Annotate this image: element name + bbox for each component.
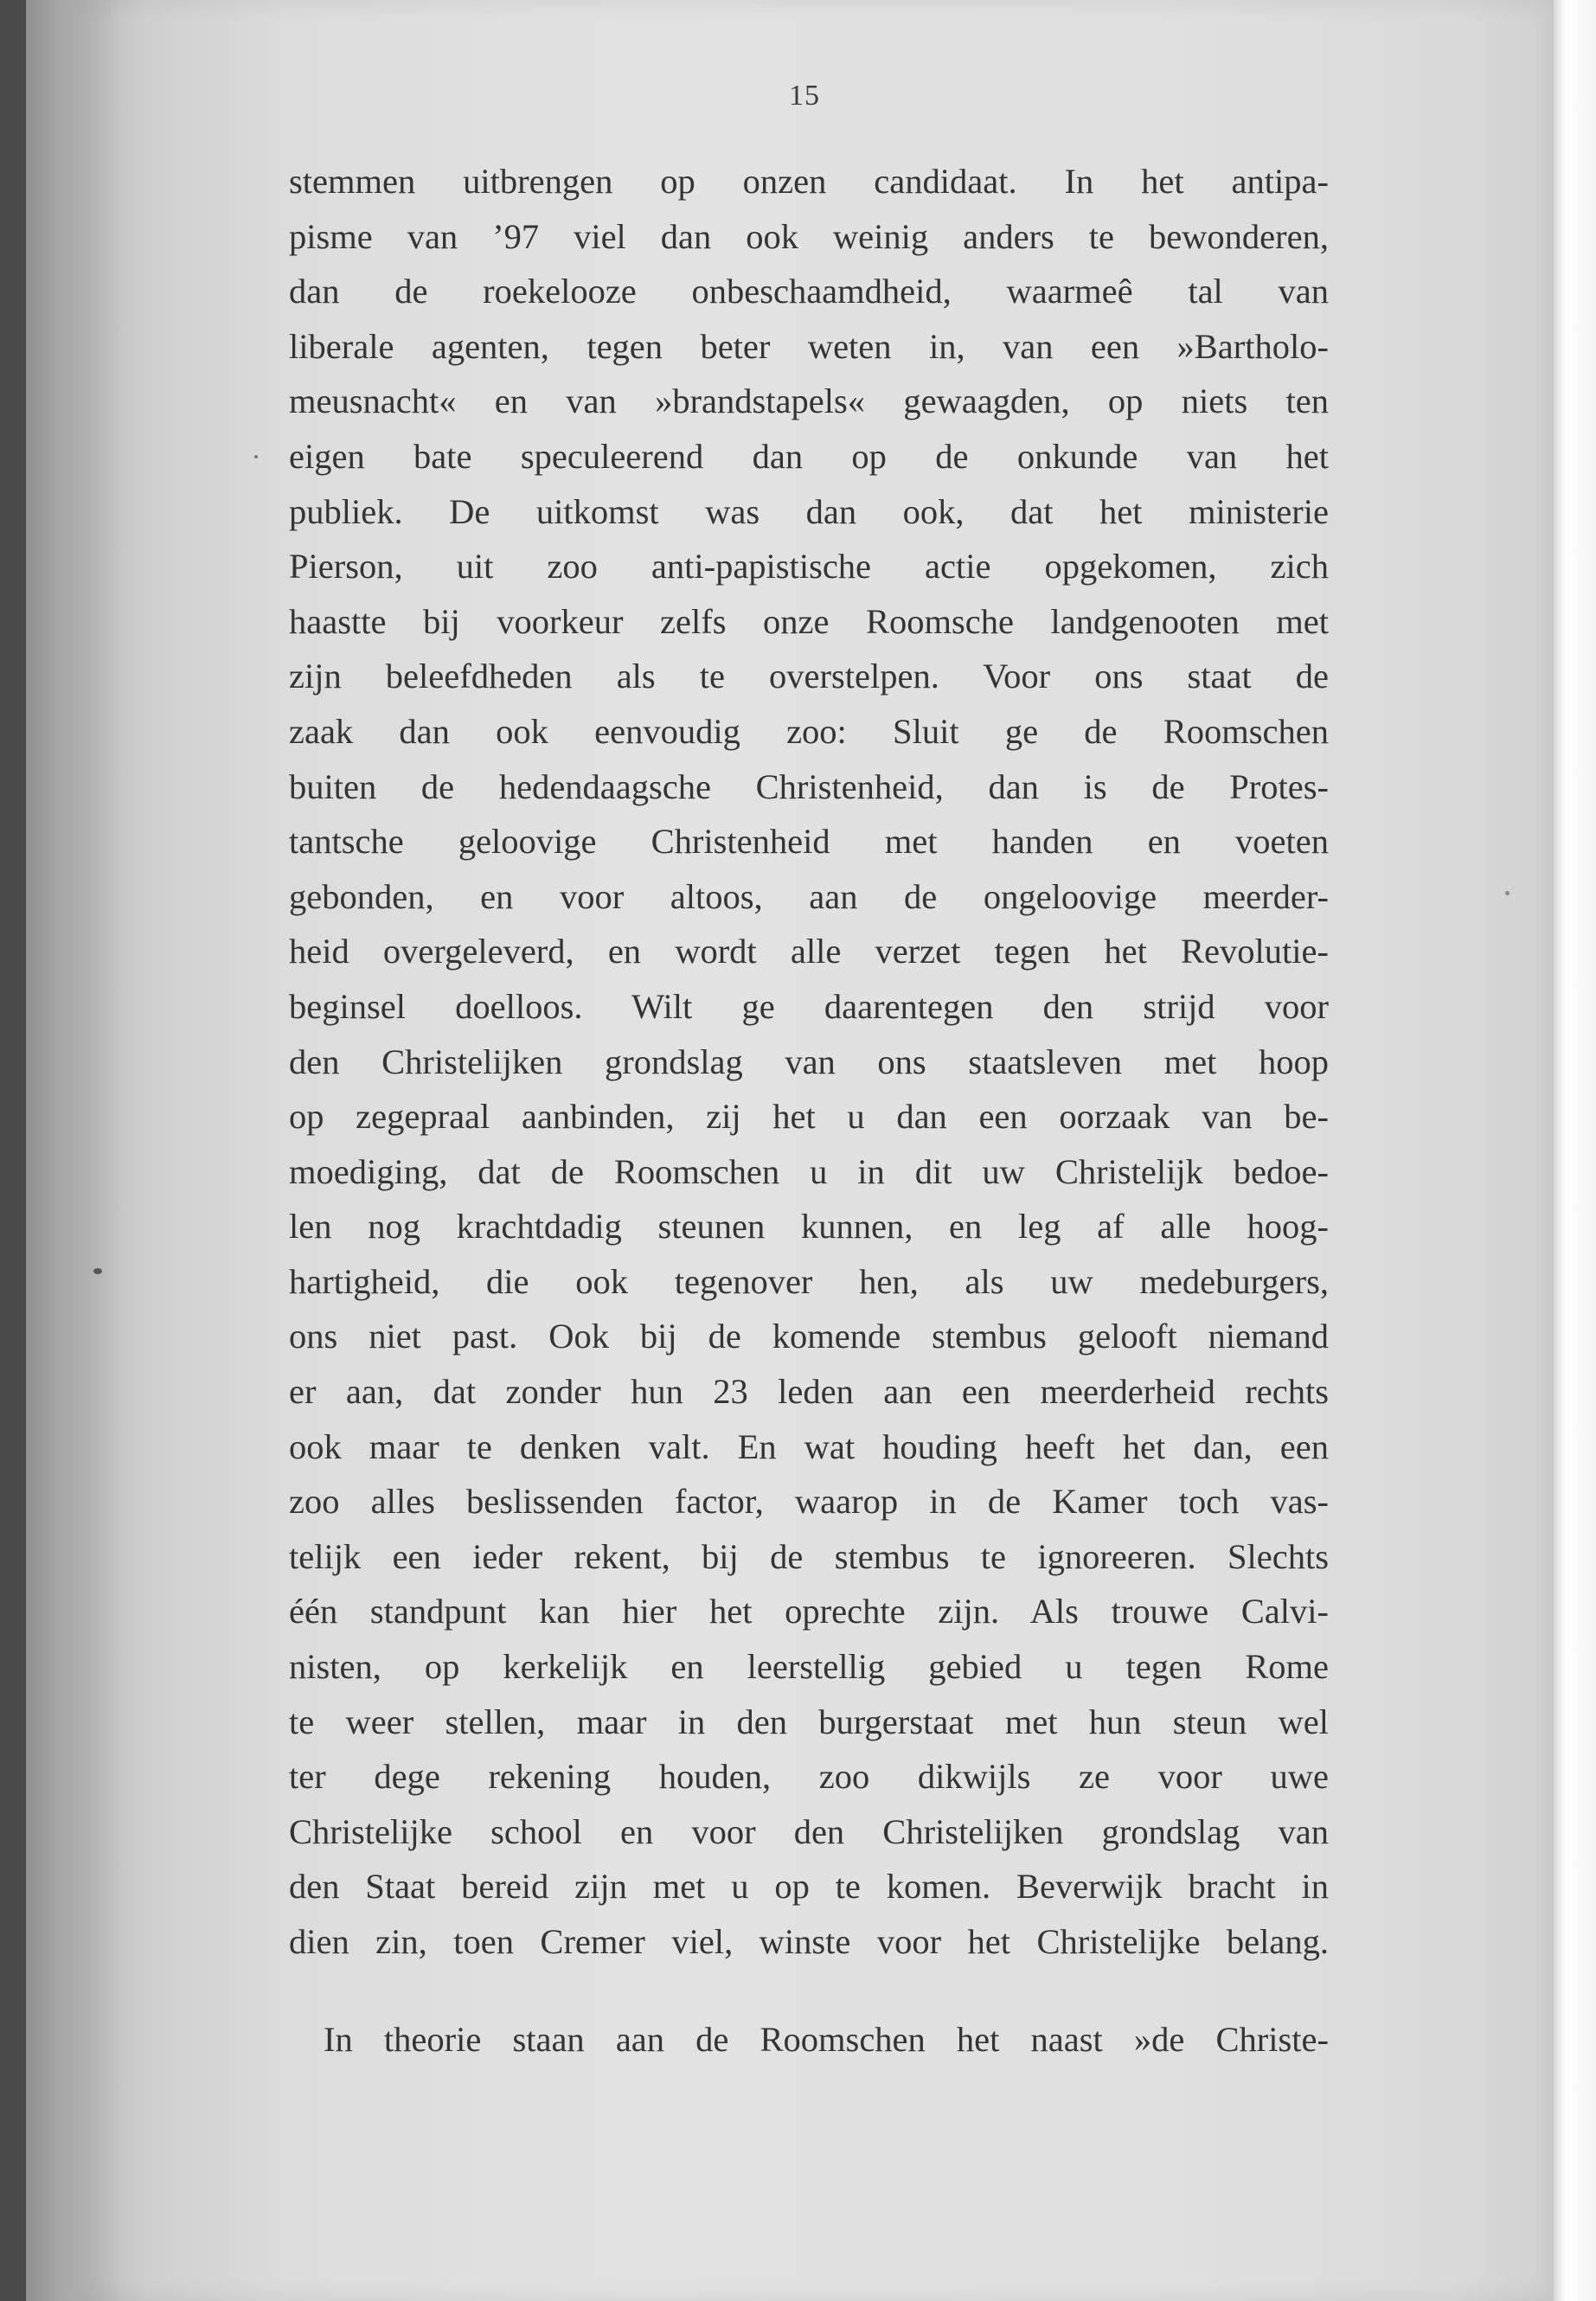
text-line: zoo alles beslissenden factor, waarop in de Kamer toch vas- <box>289 1482 1329 1522</box>
text-line: pisme van ’97 viel dan ook weinig anders te bewonderen, <box>289 216 1329 256</box>
text-line: Christelijke school en voor den Christelijken grondslag van <box>289 1811 1329 1851</box>
text-line: moediging, dat de Roomschen u in dit uw Christelijk bedoe- <box>289 1151 1329 1191</box>
text-line: te weer stellen, maar in den burgerstaat met hun steun wel <box>289 1702 1329 1741</box>
text-line: ter dege rekening houden, zoo dikwijls ze voor uwe <box>289 1757 1329 1797</box>
paper-speck <box>1505 891 1509 895</box>
page-edge <box>1554 0 1596 2301</box>
text-line: den Christelijken grondslag van ons staatsleven met hoop <box>289 1042 1329 1081</box>
text-line: zijn beleefdheden als te overstelpen. Voor ons staat de <box>289 657 1329 696</box>
text-line: hartigheid, die ook tegenover hen, als uw medeburgers, <box>289 1261 1329 1301</box>
text-line: buiten de hedendaagsche Christenheid, dan is de Protes- <box>289 766 1329 806</box>
text-line: beginsel doelloos. Wilt ge daarentegen den strijd voor <box>289 986 1329 1026</box>
text-line: tantsche geloovige Christenheid met handen en voeten <box>289 822 1329 862</box>
text-line: nisten, op kerkelijk en leerstellig gebied u tegen Rome <box>289 1647 1329 1687</box>
text-line: eigen bate speculeerend dan op de onkunde van het <box>289 436 1329 476</box>
paper-speck <box>254 455 258 458</box>
text-line: ook maar te denken valt. En wat houding heeft het dan, een <box>289 1426 1329 1466</box>
text-line: zaak dan ook eenvoudig zoo: Sluit ge de Roomschen <box>289 711 1329 751</box>
paper-speck <box>93 1268 102 1274</box>
text-line: liberale agenten, tegen beter weten in, van een »Bartholo- <box>289 326 1329 366</box>
text-line: op zegepraal aanbinden, zij het u dan een oorzaak van be- <box>289 1097 1329 1137</box>
text-line: heid overgeleverd, en wordt alle verzet tegen het Revolutie- <box>289 932 1329 971</box>
text-line: telijk een ieder rekent, bij de stembus te ignoreeren. Slechts <box>289 1536 1329 1576</box>
text-line: dien zin, toen Cremer viel, winste voor het Christelijke belang. <box>289 1922 1329 1961</box>
text-line: haastte bij voorkeur zelfs onze Roomsche landgenooten met <box>289 601 1329 641</box>
paragraph-1 <box>289 154 1329 1970</box>
text-line: er aan, dat zonder hun 23 leden aan een meerderheid rechts <box>289 1372 1329 1412</box>
text-line: Pierson, uit zoo anti-papistische actie opgekomen, zich <box>289 547 1329 586</box>
text-line: len nog krachtdadig steunen kunnen, en leg af alle hoog- <box>289 1207 1329 1247</box>
text-line: gebonden, en voor altoos, aan de ongeloovige meerder- <box>289 876 1329 916</box>
binding-gutter-shadow <box>26 0 121 2301</box>
text-line: meusnacht« en van »brandstapels« gewaagden, op niets ten <box>289 381 1329 421</box>
page-number: 15 <box>789 80 820 112</box>
text-line: stemmen uitbrengen op onzen candidaat. In het antipa- <box>289 162 1329 201</box>
text-line: één standpunt kan hier het oprechte zijn. Als trouwe Calvi- <box>289 1592 1329 1631</box>
paragraph-2: In theorie staan aan de Roomschen het naast »de Christe- <box>324 2020 1329 2059</box>
text-line: ons niet past. Ook bij de komende stembus gelooft niemand <box>289 1317 1329 1356</box>
text-line: publiek. De uitkomst was dan ook, dat het ministerie <box>289 491 1329 531</box>
text-line: den Staat bereid zijn met u op te komen. Beverwijk bracht in <box>289 1867 1329 1907</box>
text-line: dan de roekelooze onbeschaamdheid, waarmeê tal van <box>289 272 1329 311</box>
